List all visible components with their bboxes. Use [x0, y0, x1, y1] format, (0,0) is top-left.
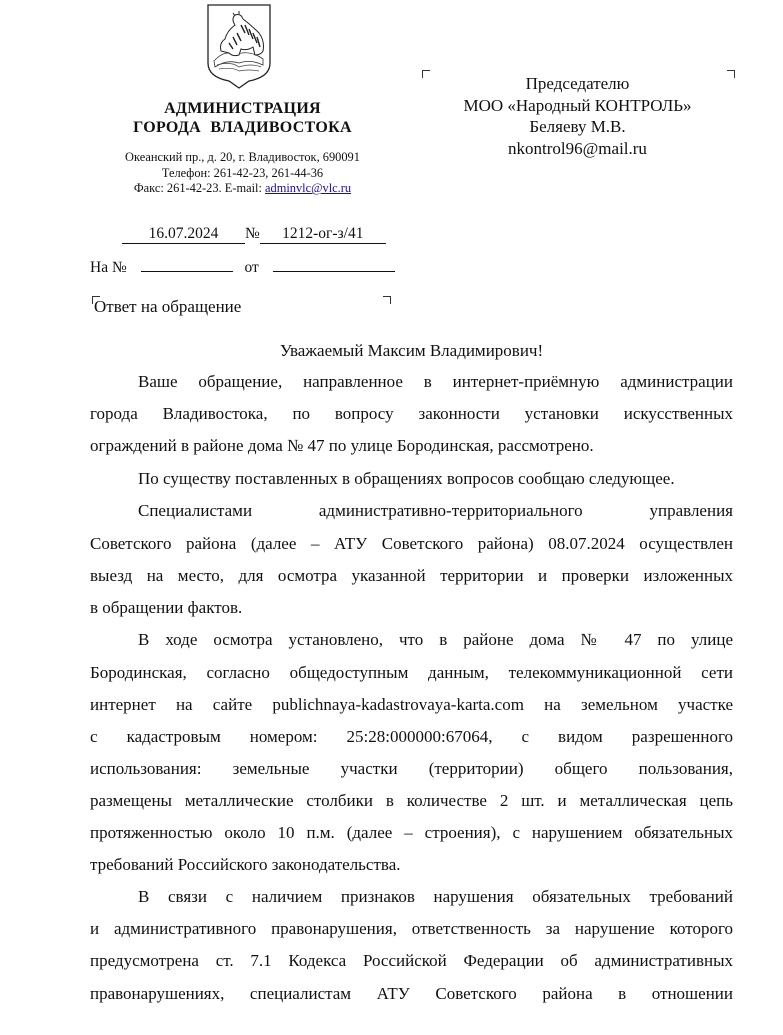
body-line — [90, 372, 733, 392]
body-line — [90, 695, 733, 715]
body-line — [90, 534, 733, 554]
recipient-block — [425, 73, 730, 159]
body-line — [90, 823, 733, 843]
body-line: требований Российского законодательства. — [90, 855, 401, 874]
body-line-text: размещены металлические столбики в количестве 2 шт. и металлическая цепь — [90, 791, 733, 810]
body-line — [90, 919, 733, 939]
recipient-email: nkontrol96@mail.ru — [508, 138, 647, 158]
org-name-line1: АДМИНИСТРАЦИЯ — [164, 100, 321, 117]
body-line-text: В связи с наличием признаков нарушения обязательных требований — [138, 887, 733, 906]
body-line-text: использования: земельные участки (территории) общего пользования, — [90, 759, 733, 778]
org-address: Океанский пр., д. 20, г. Владивосток, 690091 — [125, 150, 360, 164]
reference-from-label: от — [244, 259, 259, 276]
reference-number-label: На № — [90, 259, 127, 276]
body-line — [90, 566, 733, 586]
org-phone: Телефон: 261-42-23, 261-44-36 — [161, 165, 324, 180]
body-line — [90, 630, 733, 650]
body-line — [90, 501, 733, 521]
body-line — [90, 951, 733, 971]
body-line-text: Специалистами административно-территориального управления — [138, 501, 733, 520]
fax-text: Факс: 261-42-23. E-mail: — [133, 181, 266, 195]
reference-line — [90, 257, 395, 277]
body-line — [90, 663, 733, 683]
registration-date: 16.07.2024 — [122, 225, 245, 244]
body-line-text: Бородинская, согласно общедоступным данным, телекоммуникационной сети — [90, 663, 733, 682]
subject-corner-top-right — [383, 296, 391, 304]
letter-subject: Ответ на обращение — [94, 297, 242, 316]
recipient-name: Беляеву М.В. — [529, 117, 626, 136]
greeting: Уважаемый Максим Владимирович! — [279, 341, 544, 360]
recipient-organization: МОО «Народный КОНТРОЛЬ» — [463, 95, 692, 115]
body-line — [90, 759, 733, 779]
org-fax-email — [90, 181, 395, 197]
recipient-title: Председателю — [525, 74, 630, 93]
email-link[interactable]: adminvlc@vlc.ru — [265, 181, 352, 195]
body-line — [90, 727, 733, 747]
body-line: ограждений в районе дома № 47 по улице Бородинская, рассмотрено. — [90, 436, 594, 455]
body-line-text: Советского района (далее – АТУ Советского района) 08.07.2024 осуществлен — [90, 534, 733, 553]
body-line-text: города Владивостока, по вопросу законности установки искусственных — [90, 404, 733, 423]
body-line-text: Ваше обращение, направленное в интернет-приёмную администрации — [138, 372, 733, 391]
reference-number-field — [141, 257, 233, 272]
body-line — [90, 791, 733, 811]
body-line — [90, 984, 733, 1004]
body-line-text: предусмотрена ст. 7.1 Кодекса Российской Федерации об административных — [90, 951, 733, 970]
body-line-text: правонарушениях, специалистам АТУ Советского района в отношении — [90, 984, 733, 1003]
body-line: По существу поставленных в обращениях вопросов сообщаю следующее. — [138, 469, 675, 488]
registration-number: 1212-ог-з/41 — [260, 225, 386, 244]
body-line-text: выезд на место, для осмотра указанной территории и проверки изложенных — [90, 566, 733, 585]
coat-of-arms-emblem — [205, 3, 273, 89]
body-line: в обращении фактов. — [90, 598, 243, 617]
org-name-line2: ГОРОДА ВЛАДИВОСТОКА — [133, 119, 352, 136]
body-line-text: протяженностью около 10 п.м. (далее – строения), с нарушением обязательных — [90, 823, 733, 842]
reference-date-field — [273, 257, 395, 272]
body-line-text: и административного правонарушения, ответственность за нарушение которого — [90, 919, 733, 938]
body-line — [90, 887, 733, 907]
body-line — [90, 404, 733, 424]
registration-line — [122, 225, 386, 244]
body-line-text: с кадастровым номером: 25:28:000000:67064, с видом разрешенного — [90, 727, 733, 746]
registration-number-label: № — [245, 225, 260, 242]
tiger-shield-icon — [205, 3, 273, 89]
body-line-text: В ходе осмотра установлено, что в районе дома № 47 по улице — [138, 630, 733, 649]
body-line-text: интернет на сайте publichnaya-kadastrovaya-karta.com на земельном участке — [90, 695, 733, 714]
